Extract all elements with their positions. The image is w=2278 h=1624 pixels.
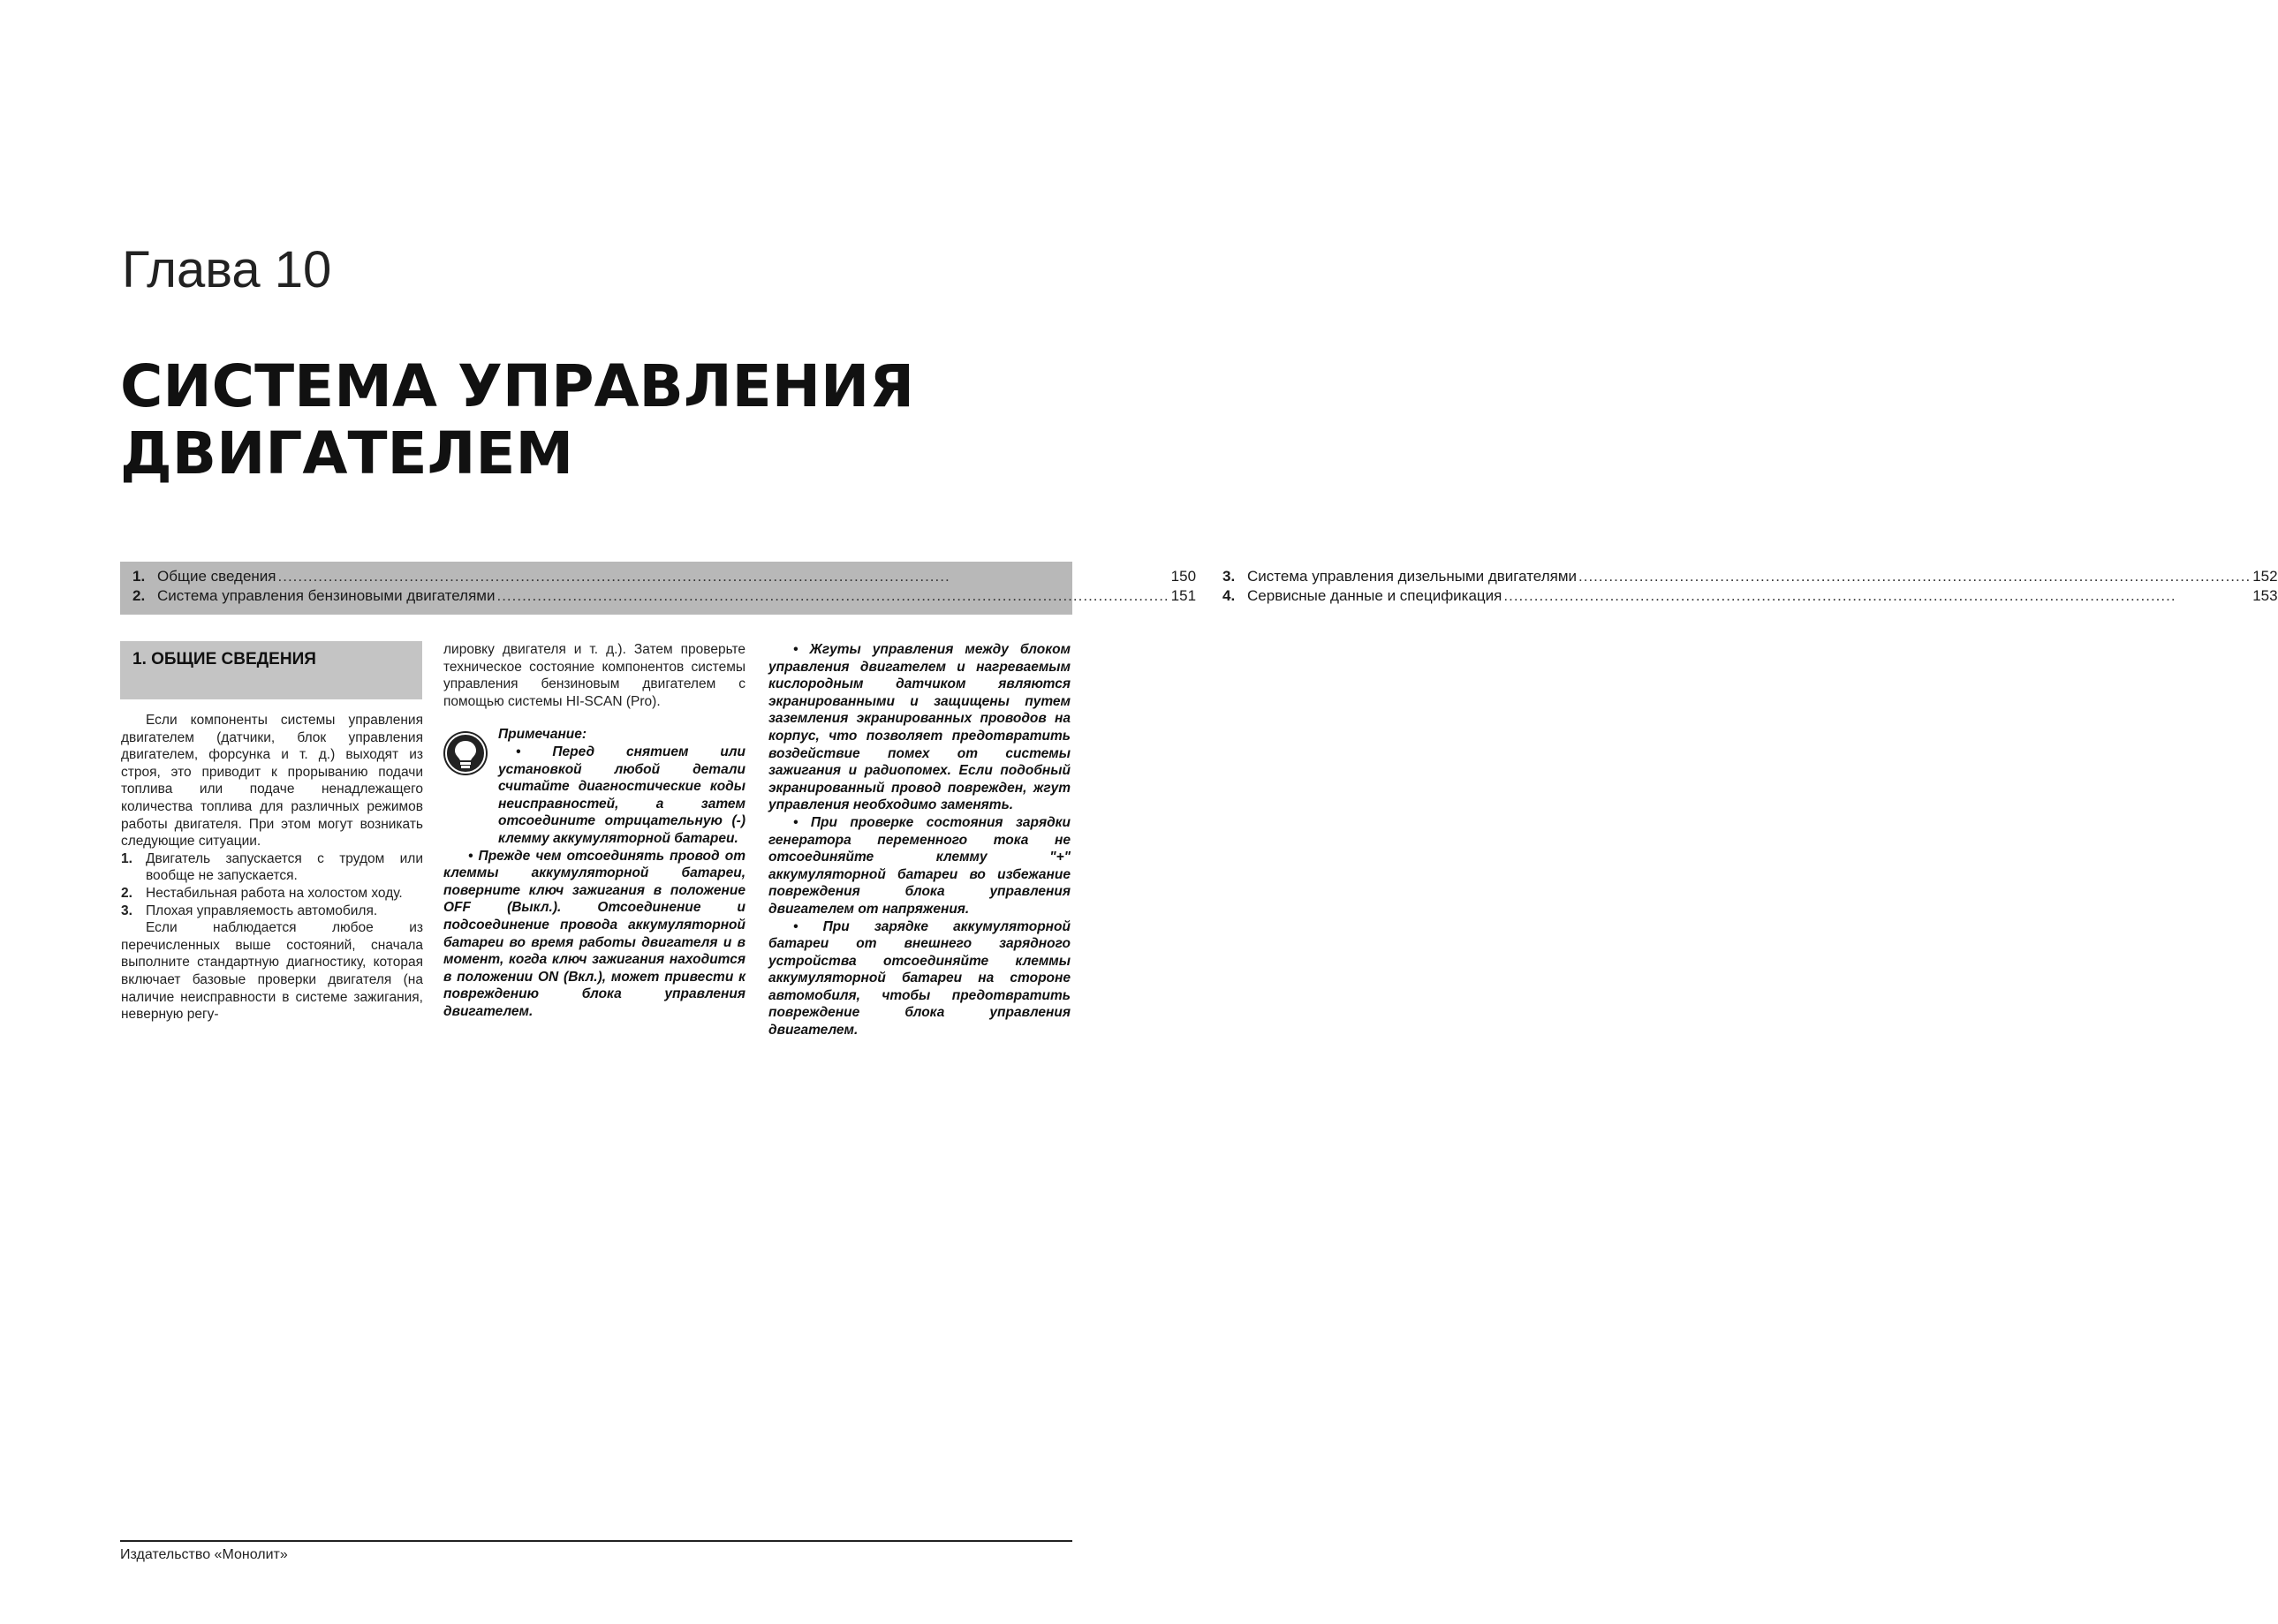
toc-entry[interactable] xyxy=(132,587,1196,607)
list-item-text: Нестабильная работа на холостом ходу. xyxy=(146,885,403,901)
table-of-contents xyxy=(120,562,2278,615)
toc-leader-dots xyxy=(1503,587,2251,605)
chapter-title-line1: СИСТЕМА УПРАВЛЕНИЯ xyxy=(120,352,915,420)
body-paragraph: Если наблюдается любое из перечисленных выше состояний, сначала выполните стандартную диагностику, которая включает базовые проверки двигателя (на наличие неисправности в системе зажигания, неверную регу- xyxy=(121,920,423,1023)
toc-entry-number: 2. xyxy=(132,587,146,604)
bullet-paragraph: • При проверке состояния зарядки генератора переменного тока не отсоединяйте клемму "+" аккумуляторной батареи во избежание повреждения блока управления двигателем от напряжения. xyxy=(768,814,1071,917)
toc-entry-text: Система управления бензиновыми двигателями xyxy=(157,587,496,604)
text-column-2 xyxy=(443,641,745,1020)
list-item-text: Плохая управляемость автомобиля. xyxy=(146,903,378,918)
note-paragraph: • Прежде чем отсоединять провод от клеммы аккумуляторной батареи, поверните ключ зажигания в положение OFF (Выкл.). Отсоединение и подсоединение провода аккумуляторной батареи во время работы двигателя и в момент, когда ключ зажигания находится в положении ON (Вкл.), может привести к повреждению блока управления двигателем. xyxy=(443,848,745,1019)
bullet-paragraph: • Жгуты управления между блоком управления двигателем и нагреваемым кислородным датчиком являются экранированными и защищены путем заземления экранированных проводов на корпус, что позволяет предотвратить воздействие помех от системы зажигания и радиопомех. Если подобный экранированный провод поврежден, жгут управления необходимо заменять. xyxy=(768,642,1071,813)
chapter-label: Глава 10 xyxy=(122,241,332,298)
toc-leader-dots xyxy=(496,587,1169,605)
section-heading-box xyxy=(120,641,422,699)
body-paragraph: Если компоненты системы управления двигателем (датчики, блок управления двигателем, форсунка и т. д.) выходят из строя, это приводит к прорыванию подачи топлива или подаче ненадлежащего количества топлива для различных режимов работы двигателя. При этом могут возникать следующие ситуации. xyxy=(121,713,423,850)
toc-entry-page: 152 xyxy=(2252,568,2278,585)
toc-entry-number: 3. xyxy=(1222,568,1236,585)
note-title: Примечание: xyxy=(498,727,587,743)
text-column-1 xyxy=(121,712,423,1023)
toc-leader-dots xyxy=(1578,568,2251,585)
note-block xyxy=(443,726,745,1020)
toc-entry-page: 151 xyxy=(1170,587,1197,604)
note-paragraph: • Перед снятием или установкой любой детали считайте диагностические коды неисправностей, а затем отсоедините отрицательную (-) клемму аккумуляторной батареи. xyxy=(498,744,745,846)
section-title: 1. ОБЩИЕ СВЕДЕНИЯ xyxy=(132,650,316,668)
toc-leader-dots xyxy=(278,568,1169,585)
toc-entry-number: 4. xyxy=(1222,587,1236,604)
toc-entry[interactable] xyxy=(132,568,1196,587)
toc-entry-page: 150 xyxy=(1170,568,1197,585)
toc-column-right xyxy=(1196,568,2278,615)
toc-column-left xyxy=(132,568,1196,615)
toc-entry-text: Система управления дизельными двигателями xyxy=(1247,568,1578,585)
list-item-number: 3. xyxy=(121,903,132,918)
chapter-title xyxy=(120,353,1092,487)
list-item xyxy=(121,850,423,885)
lightbulb-icon xyxy=(443,731,488,775)
list-item-number: 1. xyxy=(121,850,132,866)
chapter-title-line2: ДВИГАТЕЛЕМ xyxy=(120,419,574,487)
note-body xyxy=(443,744,745,1021)
body-paragraph: лировку двигателя и т. д.). Затем проверьте техническое состояние компонентов системы управления бензиновым двигателем с помощью системы HI-SCAN (Pro). xyxy=(443,642,745,709)
list-item xyxy=(121,885,423,903)
footer-publisher: Издательство «Монолит» xyxy=(120,1547,288,1562)
list-item-number: 2. xyxy=(121,885,132,901)
footer-rule xyxy=(120,1540,1072,1542)
bullet-paragraph: • При зарядке аккумуляторной батареи от внешнего зарядного устройства отсоединяйте клеммы аккумуляторной батареи на стороне автомобиля, чтобы предотвратить повреждение блока управления двигателем. xyxy=(768,918,1071,1039)
toc-entry-text: Общие сведения xyxy=(157,568,276,585)
toc-entry-text: Сервисные данные и спецификация xyxy=(1247,587,1502,604)
toc-entry-page: 153 xyxy=(2252,587,2278,604)
list-item-text: Двигатель запускается с трудом или вообще не запускается. xyxy=(146,850,423,884)
text-column-3 xyxy=(768,641,1071,1039)
toc-entry-number: 1. xyxy=(132,568,146,585)
toc-entry[interactable] xyxy=(1222,568,2278,587)
toc-entry[interactable] xyxy=(1222,587,2278,607)
list-item xyxy=(121,903,423,920)
